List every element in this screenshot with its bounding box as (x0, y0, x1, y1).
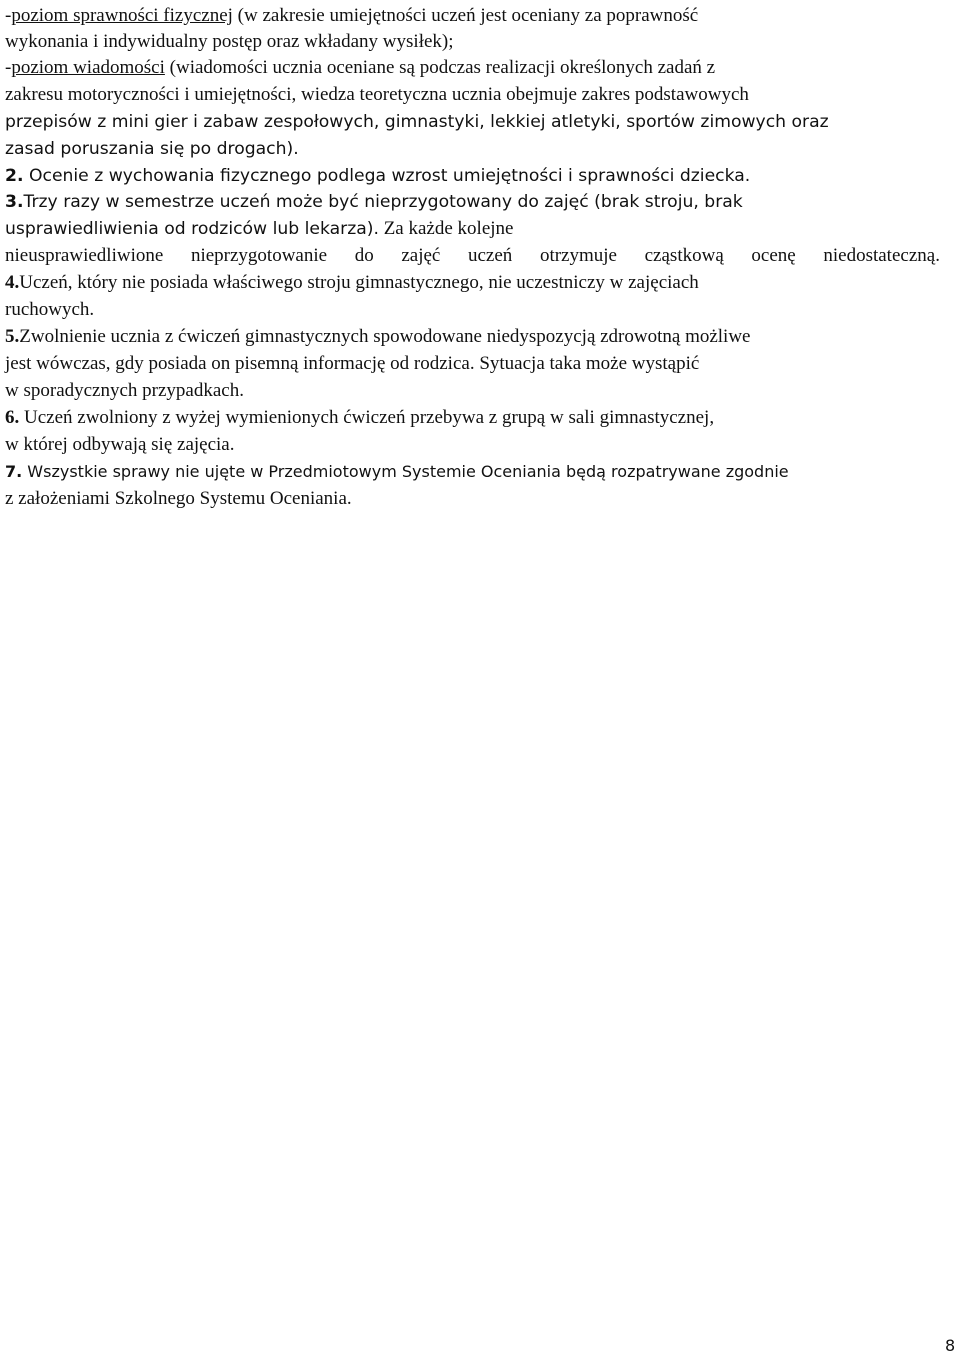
paragraph-line-6 (5, 136, 299, 162)
line-text: ruchowych. (5, 299, 95, 320)
paragraph-line-9 (5, 216, 513, 242)
page-number: 8 (945, 1336, 956, 1355)
line-text: (wiadomości ucznia oceniane są podczas realizacji określonych zadań z (164, 57, 716, 78)
paragraph-line-11 (5, 270, 699, 296)
paragraph-line-2 (5, 29, 454, 55)
paragraph-line-10 (5, 243, 940, 269)
word: uczeń (468, 245, 513, 266)
line-dash: - (5, 5, 12, 26)
list-number-2: 2. (5, 166, 24, 186)
word: nieprzygotowanie (190, 245, 328, 266)
underlined-term: poziom wiadomości (11, 57, 165, 78)
list-number-6: 6. (5, 407, 20, 428)
line-text: w sporadycznych przypadkach. (5, 380, 244, 401)
line-text: Trzy razy w semestrze uczeń może być nieprzygotowany do zajęć (brak stroju, brak (23, 192, 743, 212)
line-dash: - (5, 57, 12, 78)
line-text: zakresu motoryczności i umiejętności, wiedza teoretyczna ucznia obejmuje zakres podstawowych (5, 84, 749, 105)
word: niedostateczną. (823, 245, 940, 266)
line-text: Zwolnienie ucznia z ćwiczeń gimnastycznych spowodowane niedyspozycją zdrowotną możliwe (19, 326, 751, 347)
list-number-7: 7. (5, 462, 23, 481)
paragraph-line-19 (5, 486, 352, 512)
paragraph-line-7 (5, 163, 750, 189)
paragraph-line-15 (5, 378, 244, 404)
paragraph-line-13 (5, 324, 751, 350)
list-number-3: 3. (5, 192, 24, 212)
line-text: wykonania i indywidualny postęp oraz wkładany wysiłek); (5, 31, 454, 52)
word: otrzymuje (539, 245, 617, 266)
list-number-5: 5. (5, 326, 20, 347)
line-text: przepisów z mini gier i zabaw zespołowych, gimnastyki, lekkiej atletyki, sportów zimowych oraz (5, 112, 829, 132)
list-number-4: 4. (5, 272, 20, 293)
line-text: usprawiedliwienia od rodziców lub lekarza). (5, 219, 379, 239)
paragraph-line-3 (5, 55, 715, 81)
line-text-serif: Za każde kolejne (378, 218, 514, 239)
paragraph-line-5 (5, 109, 829, 135)
paragraph-line-1 (5, 3, 698, 29)
underlined-term: poziom sprawności fizycznej (11, 5, 233, 26)
word: zajęć (401, 245, 441, 266)
line-text: Uczeń, który nie posiada właściwego stroju gimnastycznego, nie uczestniczy w zajęciach (19, 272, 699, 293)
paragraph-line-14 (5, 351, 699, 377)
line-text: (w zakresie umiejętności uczeń jest oceniany za poprawność (232, 5, 699, 26)
paragraph-line-18 (5, 459, 789, 485)
paragraph-line-8 (5, 189, 743, 215)
paragraph-line-17 (5, 432, 234, 458)
line-text: z założeniami Szkolnego Systemu Oceniania. (5, 488, 352, 509)
line-text: zasad poruszania się po drogach). (5, 139, 299, 159)
word: nieusprawiedliwione (5, 245, 164, 266)
word: ocenę (751, 245, 796, 266)
line-text: w której odbywają się zajęcia. (5, 434, 235, 455)
paragraph-line-4 (5, 82, 749, 108)
line-text: jest wówczas, gdy posiada on pisemną informację od rodzica. Sytuacja taka może wystąpić (5, 353, 700, 374)
line-text: Wszystkie sprawy nie ujęte w Przedmiotowym Systemie Oceniania będą rozpatrywane zgodnie (22, 462, 789, 481)
paragraph-line-12 (5, 297, 94, 323)
word: cząstkową (644, 245, 724, 266)
line-text: Ocenie z wychowania fizycznego podlega wzrost umiejętności i sprawności dziecka. (23, 166, 751, 186)
word: do (354, 245, 374, 266)
paragraph-line-16 (5, 405, 714, 431)
line-text: Uczeń zwolniony z wyżej wymienionych ćwiczeń przebywa z grupą w sali gimnastycznej, (19, 407, 715, 428)
